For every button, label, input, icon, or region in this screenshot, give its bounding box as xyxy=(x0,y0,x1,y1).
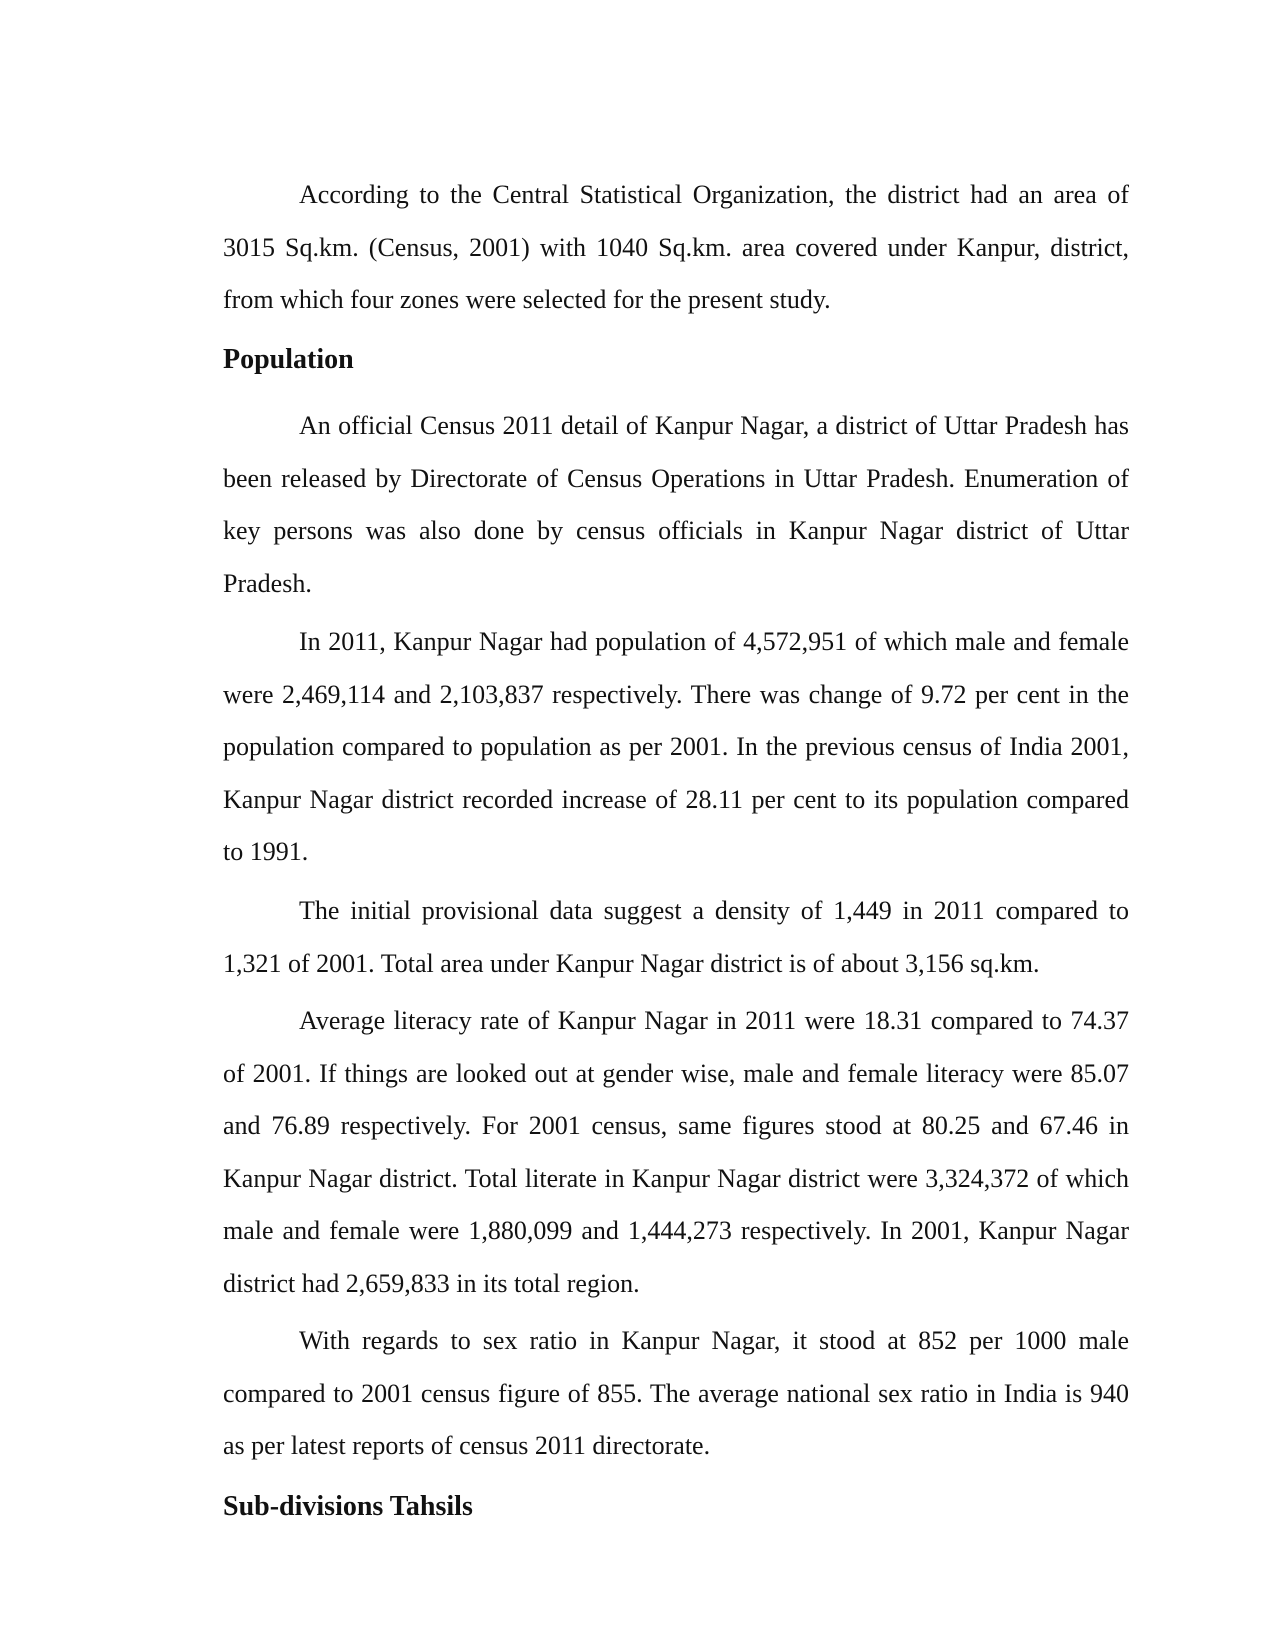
paragraph-area-intro: According to the Central Statistical Organization, the district had an area of 3015 Sq.km. (Census, 2001) with 1040 Sq.km. area covered under Kanpur, district, from which four zones were selected for the present study. xyxy=(223,180,1129,314)
heading-population: Population xyxy=(223,344,354,375)
paragraph-sex-ratio: With regards to sex ratio in Kanpur Nagar, it stood at 852 per 1000 male compared to 2001 census figure of 855. The average national sex ratio in India is 940 as per latest reports of census 2011 directorate. xyxy=(223,1326,1129,1460)
paragraph-population-2011: In 2011, Kanpur Nagar had population of 4,572,951 of which male and female were 2,469,114 and 2,103,837 respectively. There was change of 9.72 per cent in the population compared to population as per 2001. In the previous census of India 2001, Kanpur Nagar district recorded increase of 28.11 per cent to its population compared to 1991. xyxy=(223,627,1129,866)
paragraph-census-release: An official Census 2011 detail of Kanpur Nagar, a district of Uttar Pradesh has been released by Directorate of Census Operations in Uttar Pradesh. Enumeration of key persons was also done by census officials in Kanpur Nagar district of Uttar Pradesh. xyxy=(223,411,1129,598)
heading-subdivisions-tahsils: Sub-divisions Tahsils xyxy=(223,1491,473,1522)
paragraph-literacy: Average literacy rate of Kanpur Nagar in 2011 were 18.31 compared to 74.37 of 2001. If things are looked out at gender wise, male and female literacy were 85.07 and 76.89 respectively. For 2001 census, same figures stood at 80.25 and 67.46 in Kanpur Nagar district. Total literate in Kanpur Nagar district were 3,324,372 of which male and female were 1,880,099 and 1,444,273 respectively. In 2001, Kanpur Nagar district had 2,659,833 in its total region. xyxy=(223,1006,1129,1298)
paragraph-density: The initial provisional data suggest a density of 1,449 in 2011 compared to 1,321 of 2001. Total area under Kanpur Nagar district is of about 3,156 sq.km. xyxy=(223,896,1129,978)
